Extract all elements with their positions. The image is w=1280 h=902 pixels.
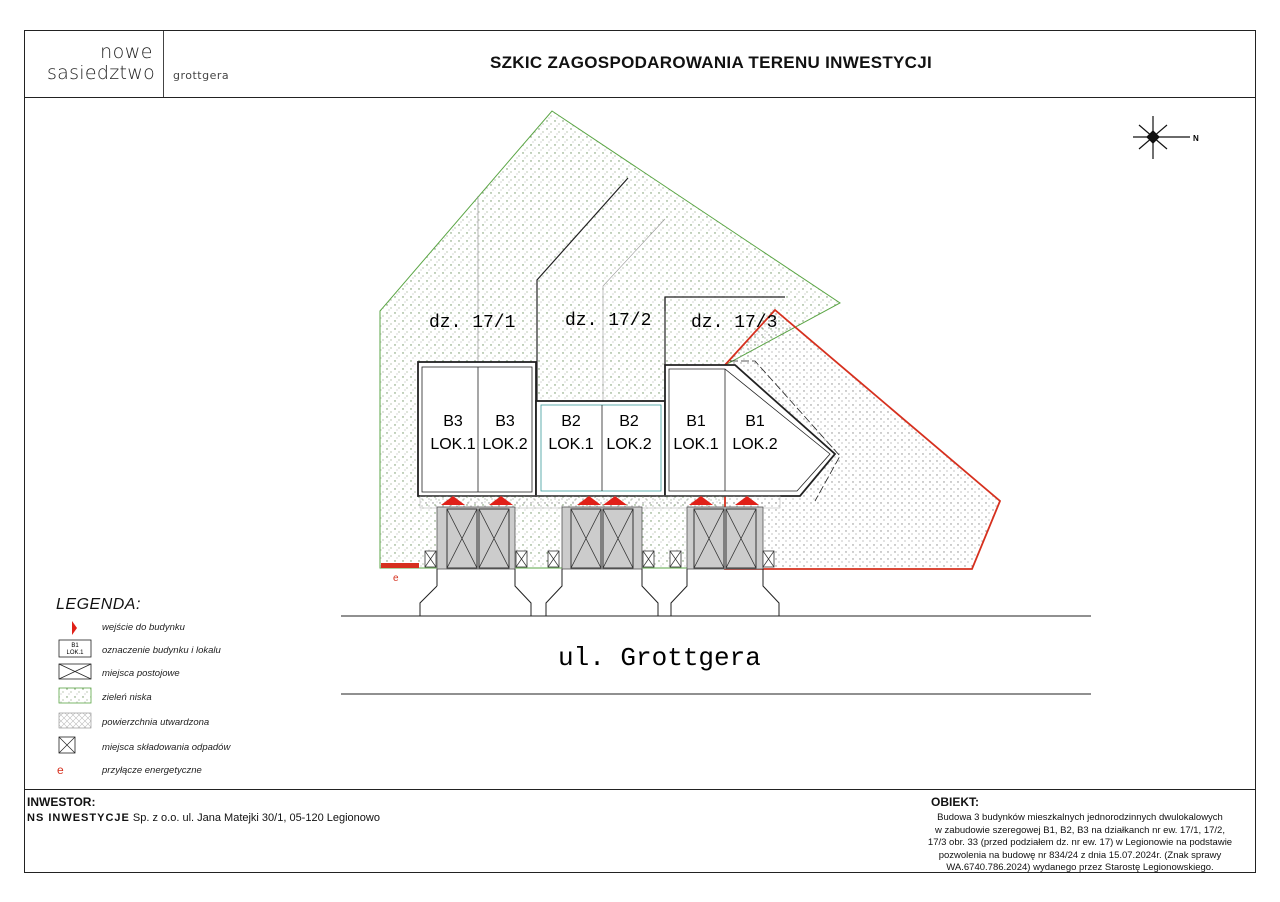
drawing-sheet xyxy=(24,30,1256,873)
driveways xyxy=(420,569,779,616)
energy-mark: e xyxy=(393,573,399,584)
unit-label: LOK.2 xyxy=(732,436,778,453)
object-line: Budowa 3 budynków mieszkalnych jednorodzinnych dwulokalowych xyxy=(937,812,1223,823)
legend-item-green: zieleń niska xyxy=(102,692,152,703)
plot-label-17-1: dz. 17/1 xyxy=(429,313,516,333)
legend-symbols xyxy=(57,621,91,777)
legend-item-entrance: wejście do budynku xyxy=(102,622,185,633)
investor-details xyxy=(27,812,380,824)
legend-paved-icon xyxy=(59,713,91,728)
north-arrow xyxy=(1133,116,1190,159)
legend-sample-building: B1 xyxy=(71,643,79,649)
building-b3-inner xyxy=(422,367,532,492)
legend-item-unit: oznaczenie budynku i lokalu xyxy=(102,645,221,656)
energy-connection xyxy=(381,563,419,568)
object-line: WA.6740.786.2024) wydanego przez Starostę Legionowskiego. xyxy=(946,862,1214,873)
logo-line-2: sasiedztwo xyxy=(46,62,155,84)
logo-subtitle: grottgera xyxy=(173,69,230,82)
unit-building: B2 xyxy=(619,413,639,430)
logo-line-1: nowe xyxy=(100,41,153,63)
unit-building: B3 xyxy=(495,413,515,430)
footer-divider xyxy=(25,789,1255,790)
legend-item-paved: powierzchnia utwardzona xyxy=(102,717,210,728)
unit-building: B3 xyxy=(443,413,463,430)
object-line: w zabudowie szeregowej B1, B2, B3 na działkanch nr ew. 17/1, 17/2, xyxy=(935,824,1225,836)
investor-label: INWESTOR: xyxy=(27,795,96,809)
object-label: OBIEKT: xyxy=(931,795,979,809)
unit-label: LOK.2 xyxy=(606,436,652,453)
investor-name: NS INWESTYCJE xyxy=(27,812,130,824)
unit-building: B1 xyxy=(686,413,706,430)
page-title: SZKIC ZAGOSPODAROWANIA TERENU INWESTYCJI xyxy=(489,53,933,72)
parking-zone-b2 xyxy=(562,507,642,569)
object-line: pozwolenia na budowę nr 834/24 z dnia 15.07.2024r. (Znak sprawy xyxy=(938,849,1222,861)
parking-zone-b3 xyxy=(437,507,515,569)
legend-entrance-icon xyxy=(72,621,77,635)
legend-green-icon xyxy=(59,688,91,703)
unit-building: B1 xyxy=(745,413,765,430)
unit-building: B2 xyxy=(561,413,581,430)
parking-group xyxy=(437,507,763,569)
site-plan xyxy=(25,31,1255,789)
north-mark: N xyxy=(1193,134,1199,143)
object-line: 17/3 obr. 33 (przed podziałem dz. nr ew. 17) w Legionowie na podstawie xyxy=(927,837,1233,848)
legend-energy-icon: e xyxy=(57,763,64,777)
paved-strip xyxy=(420,496,780,508)
unit-label: LOK.1 xyxy=(430,436,476,453)
plot-label-17-2: dz. 17/2 xyxy=(565,311,652,331)
unit-label: LOK.1 xyxy=(548,436,594,453)
legend-item-waste: miejsca składowania odpadów xyxy=(102,742,231,753)
legend-item-parking: miejsca postojowe xyxy=(102,668,180,679)
legend-title: LEGENDA: xyxy=(56,596,141,613)
street-label: ul. Grottgera xyxy=(558,643,761,673)
investor-address: Sp. z o.o. ul. Jana Matejki 30/1, 05-120 Legionowo xyxy=(132,812,380,824)
object-description xyxy=(925,812,1235,875)
legend-item-energy: przyłącze energetyczne xyxy=(102,765,202,776)
unit-label: LOK.1 xyxy=(673,436,719,453)
plot-label-17-3: dz. 17/3 xyxy=(691,313,778,333)
legend-sample-unit: LOK.1 xyxy=(66,650,84,656)
unit-label: LOK.2 xyxy=(482,436,528,453)
